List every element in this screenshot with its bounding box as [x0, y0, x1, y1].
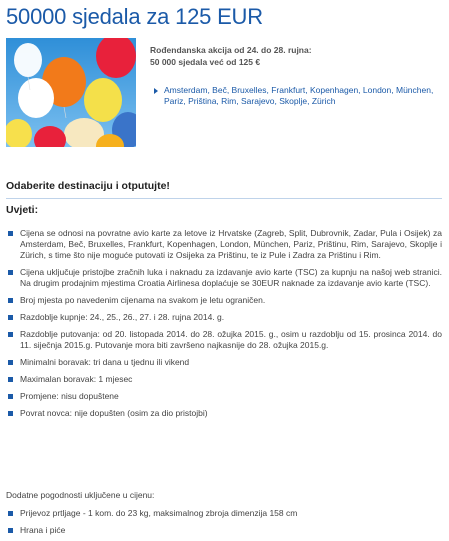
bullet-icon [8, 394, 13, 399]
bullet-icon [8, 377, 13, 382]
list-item: Promjene: nisu dopuštene [6, 391, 442, 402]
extras-list [6, 508, 442, 536]
list-item: Minimalni boravak: tri dana u tjednu ili vikend [6, 357, 442, 368]
hero-image [6, 38, 136, 147]
arrow-right-icon [154, 88, 158, 94]
promo-headline: Rođendanska akcija od 24. do 28. rujna: [150, 45, 312, 55]
page-title: 50000 sjedala za 125 EUR [6, 4, 263, 29]
list-item: Povrat novca: nije dopušten (osim za dio pristojbi) [6, 408, 442, 419]
bullet-icon [8, 511, 13, 516]
list-item: Prijevoz prtljage - 1 kom. do 23 kg, maksimalnog zbroja dimenzija 158 cm [6, 508, 442, 519]
list-item: Razdoblje kupnje: 24., 25., 26., 27. i 28. rujna 2014. g. [6, 312, 442, 323]
bullet-icon [8, 332, 13, 337]
bullet-icon [8, 270, 13, 275]
list-item: Maximalan boravak: 1 mjesec [6, 374, 442, 385]
bullet-icon [8, 528, 13, 533]
extras-intro: Dodatne pogodnosti uključene u cijenu: [6, 490, 155, 500]
promo-banner [0, 38, 449, 168]
bullet-icon [8, 360, 13, 365]
conditions-list [6, 228, 442, 419]
list-item: Cijena se odnosi na povratne avio karte za letove iz Hrvatske (Zagreb, Split, Dubrovnik, Zadar, Pula i Osijek) za Amsterdam, Beč, Bruxelles, Frankfurt, Kopenhagen, London, München, Pariz, Prištinu, Rim, Sarajevo, Skoplje i Zürich, s time što nije moguće putovati iz Osijeka za Prištinu, te iz Pule i Zadra za Prištinu i Rim. [6, 228, 442, 261]
destinations-link[interactable] [164, 85, 436, 107]
list-item: Cijena uključuje pristojbe zračnih luka i naknadu za izdavanje avio karte (TSC) za kupnju na našoj web stranici. Na drugim prodajnim mjestima Croatia Airlinesa doplaćuje se 30EUR naknade za izdavanje avio karte (TSC). [6, 267, 442, 289]
list-item: Razdoblje putovanja: od 20. listopada 2014. do 28. ožujka 2015. g., osim u razdoblju od 15. prosinca 2014. do 11. siječnja 2015.g. Putovanje mora biti završeno najkasnije do 28. ožujka 2015.g. [6, 329, 442, 351]
bullet-icon [8, 315, 13, 320]
cta-heading: Odaberite destinaciju i otputujte! [6, 180, 170, 192]
list-item: Hrana i piće [6, 525, 442, 536]
destinations-text[interactable]: Amsterdam, Beč, Bruxelles, Frankfurt, Kopenhagen, London, München, Pariz, Priština, Rim, Sarajevo, Skoplje, Zürich [164, 85, 434, 106]
divider [6, 198, 442, 199]
bullet-icon [8, 231, 13, 236]
promo-text [150, 44, 440, 68]
promo-subline: 50 000 sjedala već od 125 € [150, 57, 261, 67]
list-item: Broj mjesta po navedenim cijenama na svakom je letu ograničen. [6, 295, 442, 306]
conditions-heading: Uvjeti: [6, 204, 39, 216]
bullet-icon [8, 298, 13, 303]
bullet-icon [8, 411, 13, 416]
